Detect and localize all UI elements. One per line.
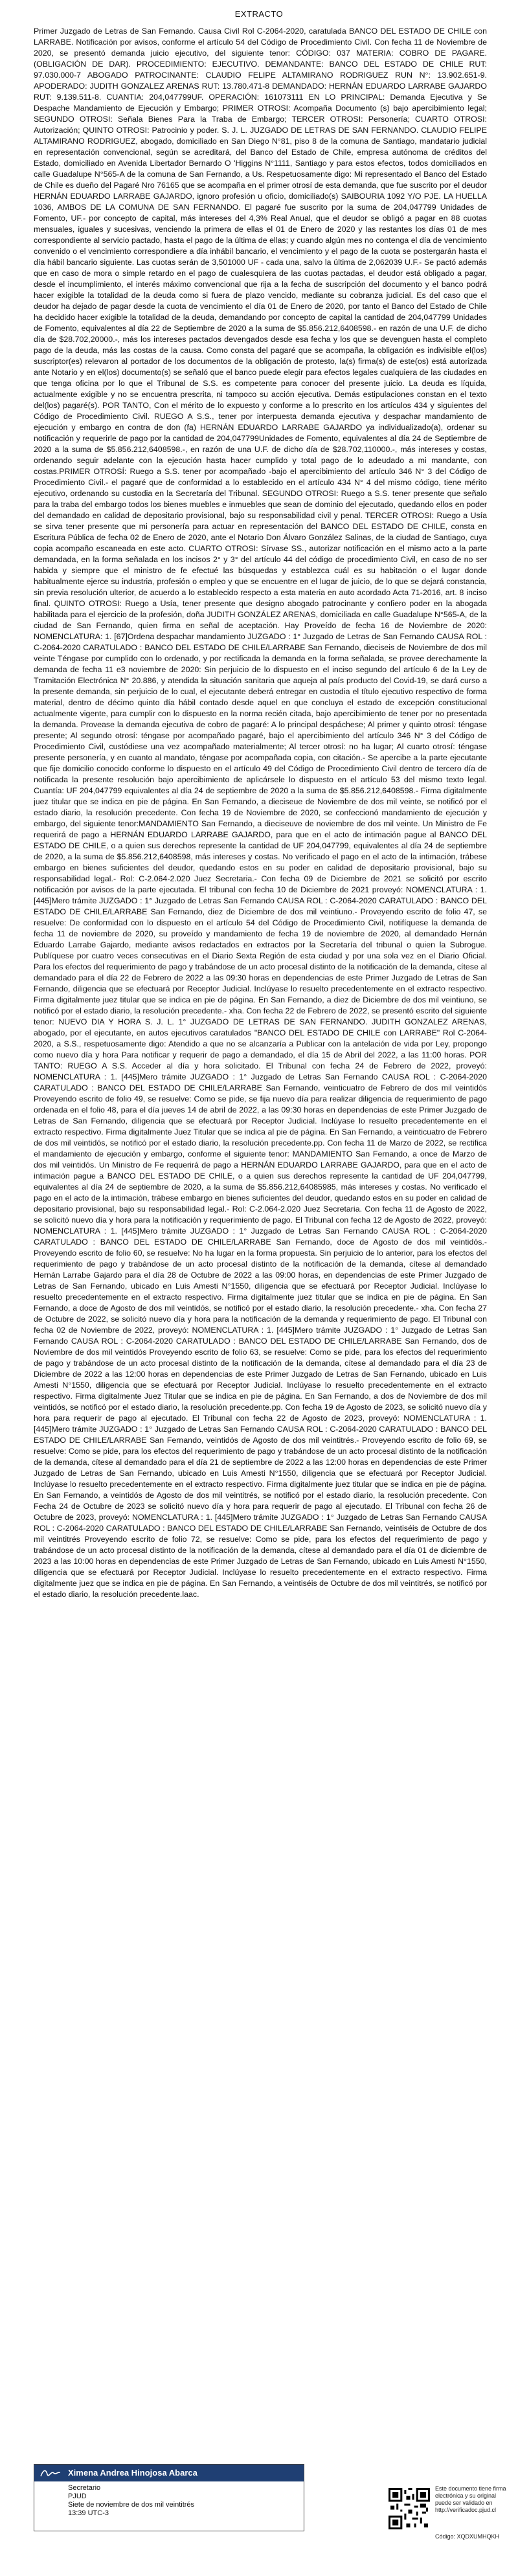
document-title: EXTRACTO: [234, 9, 284, 19]
signer-name: Ximena Andrea Hinojosa Abarca: [68, 2468, 197, 2478]
document-body: [34, 26, 487, 2448]
extract-paragraph: Primer Juzgado de Letras de San Fernando. Causa Civil Rol C-2064-2020, caratulada BANCO DEL ESTADO DE CHILE con LARRABE. Notificación por avisos, conforme el artículo 54 del Código de Procedimiento Civil. Con fecha 11 de Noviembre de 2020, se presentó demanda juicio ejecutivo, del siguiente tenor: CÓDIGO: 037 MATERIA: COBRO DE PAGARE. (OBLIGACIÓN DE DAR). PROCEDIMIENTO: EJECUTIVO. DEMANDANTE: BANCO DEL ESTADO DE CHILE RUT: 97.030.000-7 ABOGADO PATROCINANTE: CLAUDIO FELIPE ALTAMIRANO RODRIGUEZ RUN N°: 13.902.651-9. APODERADO: JUDITH GONZALEZ ARENAS RUT: 13.780.471-8 DEMANDADO: HERNÁN EDUARDO LARRABE GAJARDO RUT: 9.139.511-8. CUANTIA: 204,047799UF. OPERACIÓN: 161073111 EN LO PRINCIPAL: Demanda Ejecutiva y Se Despache Mandamiento de Ejecución y Embargo; PRIMER OTROSI: Acompaña Documento (s) bajo apercibimiento legal; SEGUNDO OTROSI: Señala Bienes Para la Traba de Embargo; TERCER OTROSI: Personería; CUARTO OTROSI: Autorización; QUINTO OTROSI: Patrocinio y poder. S. J. L. JUZGADO DE LETRAS DE SAN FERNANDO. CLAUDIO FELIPE ALTAMIRANO RODRIGUEZ, abogado, domiciliado en San Diego N°81, piso 8 de la comuna de Santiago, mandatario judicial en representación convencional, según se acreditará, del Banco del Estado de Chile, empresa autónoma de créditos del Estado, domiciliado en Avenida Libertador Bernardo O 'Higgins N°1111, Santiago y para estos efectos, todos domiciliados en calle Guadalupe N°565-A de la comuna de San Fernando, a Us. Respetuosamente digo: Mi representado el Banco del Estado de Chile es dueño del Pagaré Nro 76165 que se acompaña en el primer otrosí de esta demanda, que fue suscrito por el deudor HERNÁN EDUARDO LARRABE GAJARDO, ignoro profesión u oficio, domiciliado(s) SAIBOURIA 1092 Y/O PJE. LA HUELLA 1036, AMBOS DE LA COMUNA DE SAN FERNANDO. El pagaré fue suscrito por la suma de 204,047799 Unidades de Fomento, UF.- por concepto de capital, más intereses del 4,3% Real Anual, que el deudor se obligó a pagar en 88 cuotas mensuales, iguales y sucesivas, venciendo la primera de ellas el 01 de Enero de 2020 y las restantes los días 01 de mes correspondiente al servicio pactado, hasta el pago de la última de ellas; y cuando algún mes no contenga el día de vencimiento convenido o el vencimiento correspondiere a día inhábil bancario, el vencimiento y el pago de la cuota se postergarán hasta el día hábil bancario siguiente. Las cuotas serán de 3,501000 UF - cada una, salvo la última de 2,062039 U.F.- Se pactó además que en caso de mora o simple retardo en el pago de cualesquiera de las cuotas pactadas, el deudor está obligado a pagar, desde el incumplimiento, el interés máximo convencional que rija a la fecha de suscripción del documento y el banco podrá hacer exigible la totalidad de la deuda como si fuera de plazo vencido, mediante su cobranza judicial. Es del caso que el deudor ha dejado de pagar desde la cuota de vencimiento el día 01 de Enero de 2020, por tanto el Banco del Estado de Chile ha decidido hacer exigible la totalidad de la deuda, demandando por concepto de capital la cantidad de 204,047799 Unidades de Fomento, equivalentes al día 22 de Septiembre de 2020 a la suma de $5.856.212,6408598.- en razón de una U.F. de dicho día de $28.702,20000.-, más los intereses pactados devengados desde esa fecha y los que se devenguen hasta el completo pago de la deuda, más las costas de la causa. Como consta del pagaré que se acompaña, la obligación es indivisible el(los) suscriptor(es) relevaron al portador de los documentos de la obligación de protesto, la(s) firma(s) de este(os) está autorizada ante Notario y en el(los) documento(s) se señaló que el banco puede elegir para efectos legales cualquiera de las ciudades en que tenga oficina por lo que el Tribunal de S.S. es competente para conocer del presente juicio. La deuda es líquida, actualmente exigible y no se encuentra prescrita, ni tampoco su acción ejecutiva. Demás estipulaciones constan en el texto del(los) pagaré(s). POR TANTO, Con el mérito de lo expuesto y conforme a lo prescrito en los artículos 434 y siguientes del Código de Procedimiento Civil. RUEGO A S.S., tener por interpuesta demanda ejecutiva y despachar mandamiento de ejecución y embargo en contra de don (fa) HERNÁN EDUARDO LARRABE GAJARDO ya individualizado(a), ordenar su notificación y requerirle de pago por la cantidad de 204,047799Unidades de Fomento, equivalentes al día 24 de Septiembre de 2020 a la suma de $5.856.212,6408598.-, en razón de una U.F. de dicho día de $28.702,110000.-, más intereses y costas, ordenando seguir adelante con la ejecución hasta hacer cumplido y total pago de lo adeudado a mi mandante, con costas.PRIMER OTROSÍ: Ruego a S.S. tener por acompañado -bajo el apercibimiento del artículo 346 N° 3 del Código de Procedimiento Civil.- el pagaré que de conformidad a lo establecido en el artículo 434 N° 4 del mismo código, tiene mérito ejecutivo, ordenando su custodia en la Secretaría del Tribunal. SEGUNDO OTROSI: Ruego a S.S. tener presente que señalo para la traba del embargo todos los bienes muebles e inmuebles que sean de dominio del ejecutado, quedando ellos en poder del demandado en calidad de depositario provisional, bajo su responsabilidad civil y penal. TERCER OTROSI: Ruego a Usía se sirva tener presente que mi personería para actuar en representación del BANCO DEL ESTADO DE CHILE, consta en Escritura Pública de fecha 02 de Enero de 2020, ante el Notario Don Álvaro González Salinas, de la ciudad de Santiago, cuya copia acompaño escaneada en este acto. CUARTO OTROSI: Sírvase SS., autorizar notificación en el mismo acto a la parte demandada, en la forma señalada en los incisos 2° y 3° del artículo 44 del código de procedimiento Civil, en caso de no ser habida y siempre que el ministro de fe efectué las búsquedas y establezca cuál es su habitación o el lugar donde habitualmente ejerce su industria, profesión o empleo y que se encuentre en el lugar de juicio, de lo que se dejará constancia, sin previa resolución ulterior, de acuerdo a lo establecido respecto a esta materia en auto acordado Acta 71-2016, art. 8 inciso final. QUINTO OTROSI: Ruego a Usía, tener presente que designo abogado patrocinante y confiero poder en la abogada habilitada para el ejercicio de la profesión, doña JUDITH GONZÁLEZ ARENAS, domiciliada en calle Guadalupe N°565-A, de la ciudad de San Fernando, quien firma en señal de aceptación. Hay Proveído de fecha 16 de Noviembre de 2020: NOMENCLATURA: 1. [67]Ordena despachar mandamiento JUZGADO : 1° Juzgado de Letras de San Fernando CAUSA ROL : C-2064-2020 CARATULADO : BANCO DEL ESTADO DE CHILE/LARRABE San Fernando, dieciseis de Noviembre de dos mil veinte Téngase por cumplido con lo ordenado, y por rectificada la demanda en la forma señalada, se provee derechamente la demanda de fecha 11 e3 noviembre de 2020: Sin perjuicio de lo dispuesto en el inciso segundo del artículo 6 de la Ley de Tramitación Electrónica N° 20.886, y atendida la situación sanitaria que aqueja al país producto del Covid-19, se dará curso a la presente demanda, sin perjuicio de lo cual, el ejecutante deberá entregar en custodia el título ejecutivo respectivo de forma material, dentro de décimo quinto día hábil contado desde aquel en que concluya el estado de excepción constitucional actualmente vigente, para cumplir con lo dispuesto en la norma recién citada, bajo apercibimiento de tener por no presentada la demanda. Provease la demanda ejecutiva de cobro de pagaré: A lo principal despáchese; Al primer y quinto otrosí: téngase presente; Al segundo otrosí: téngase por acompañado pagaré, bajo el apercibimiento del artículo 346 N° 3 del Código de Procedimiento Civil, custódiese una vez acompañado materialmente; Al tercer otrosí: no ha lugar; Al cuarto otrosí: téngase presente personería, y en cuanto al mandato, téngase por acompañada copia, con citación.- Se apercibe a la parte ejecutante que fije domicilio conocido conforme lo dispuesto en el artículo 49 del Código de Procedimiento Civil dentro de tercero día de notificada la presente resolución bajo apercibimiento de aplicársele lo dispuesto en el artículo 53 del mismo texto legal. Cuantía: UF 204,047799 equivalentes al día 24 de septiembre de 2020 a la suma de $5.856.212,6408598.- Firma digitalmente juez titular que se indica en pie de página. En San Fernando, a dieciseue de Noviembre de dos mil veinte, se notificó por el estado diario, la resolución precedente. Con fecha 19 de Noviembre de 2020, se confeccionó mandamiento de ejecución y embargo, del siguiente tenor:MANDAMIENTO San Fernando, a dieciseuve de noviembre de dos mil veinte. Un Ministro de Fe requerirá de pago a HERNÁN EDUARDO LARRABE GAJARDO, para que en el acto de intimación pague al BANCO DEL ESTADO DE CHILE, o a quien sus derechos represente la cantidad de UF 204,047799, equivalentes al día 24 de septiembre de 2020, a la suma de $5.856.212,6408598, más intereses y costas. No verificado el pago en el acto de la intimación, trábese embargo en bienes suficientes del deudor, quedando estos en su poder en calidad de depositario provisional, bajo su responsabilidad legal.- Rol: C-2.064-2.020 Juez Secretaria.- Con fecha 09 de Diciembre de 2021 se solicitó por escrito notificación por avisos de la parte ejecutada. El tribunal con fecha 10 de Diciembre de 2021 proveyó: NOMENCLATURA : 1. [445]Mero trámite JUZGADO : 1° Juzgado de Letras San Fernando CAUSA ROL : C-2064-2020 CARATULADO : BANCO DEL ESTADO DE CHILE/LARRABE San Fernando, diez de Diciembre de dos mil veintiuno.- Proveyendo escrito de folio 47, se resuelve: De conformidad con lo dispuesto en el artículo 54 del Código de Procedimiento Civil, notifíquese la demanda de fecha 11 de noviembre de 2020, su proveído y mandamiento de fecha 19 de noviembre de 2020, al demandado Hernán Eduardo Larrabe Gajardo, mediante avisos redactados en extractos por la Secretaría del tribunal o quien la Subrogue. Publíquese por cuatro veces consecutivas en el Diario Sexta Región de esta ciudad y por una sola vez en el Diario Oficial. Para los efectos del requerimiento de pago y trabándose de un acto procesal distinto de la notificación de la demanda, cítese al demandado para el día 22 de Febrero de 2022 a las 09:30 horas en dependencias de este Primer Juzgado de Letras de San Fernando, diligencia que se efectuará por Receptor Judicial. Inclúyase lo resuelto precedentemente en el extracto respectivo. Firma digitalmente juez titular que se indica en pie de página. En San Fernando, a diez de Diciembre de dos mil veintiuno, se notificó por el estado diario, la resolución precedente.- xha. Con fecha 22 de Febrero de 2022, se presentó escrito del siguiente tenor: NUEVO DIA Y HORA S. J. L. 1° JUZGADO DE LETRAS DE SAN FERNANDO. JUDITH GONZALEZ ARENAS, abogado, por el ejecutante, en autos ejecutivos caratulados "BANCO DEL ESTADO DE CHILE con LARRABE" Rol C-2064-2020, a S.S., respetuosamente digo: Atendido a que no se alcanzaría a Publicar con la antelación de vida por Ley, propongo como nuevo día y hora Para notificar y requerir de pago a demandado, el día 15 de Abril del 2022, a las 11:00 horas. POR TANTO: RUEGO A S.S. Acceder al día y hora solicitado. El Tribunal con fecha 24 de Febrero de 2022, proveyó: NOMENCLATURA : 1. [445]Mero trámite JUZGADO : 1° Juzgado de Letras San Fernando CAUSA ROL : C-2064-2020 CARATULADO : BANCO DEL ESTADO DE CHILE/LARRABE San Fernando, veinticuatro de Febrero de dos mil veintidós Proveyendo escrito de folio 49, se resuelve: Como se pide, se fija nuevo día para realizar diligencia de requerimiento de pago ordenada en el folio 48, para el día jueves 14 de abril de 2022, a las 09:30 horas en dependencias de este Primer Juzgado de Letras de San Fernando, diligencia que se efectuará por Receptor Judicial. Inclúyase lo resuelto precedentemente en el extracto respectivo. Firma digitalmente Juez Titular que se indica al pie de página. En San Fernando, a veinticuatro de Febrero de dos mil veintidós, se notificó por el estado diario, la resolución precedente.pp. Con fecha 11 de Marzo de 2022, se rectifica el mandamiento de ejecución y embargo, conforme el siguiente tenor: MANDAMIENTO San Fernando, a once de Marzo de dos mil veintidós. Un Ministro de Fe requerirá de pago a HERNÁN EDUARDO LARRABE GAJARDO, para que en el acto de intimación pague a BANCO DEL ESTADO DE CHILE, o a quien sus derechos represente la cantidad de UF 204,047799, equivalentes al día 24 de septiembre de 2020, a la suma de $5.856.212,64085985, más intereses y costas. No verificado el pago en el acto de la intimación, trábese embargo en bienes suficientes del deudor, quedando estos en su poder en calidad de depositario provisional, bajo su responsabilidad legal.- Rol: C-2.064-2.020 Juez Secretaria. Con fecha 11 de Agosto de 2022, se solicitó nuevo día y hora para la notificación y requerimiento de pago. El Tribunal con fecha 12 de Agosto de 2022, proveyó: NOMENCLATURA : 1. [445]Mero trámite JUZGADO : 1° Juzgado de Letras San Fernando CAUSA ROL : C-2064-2020 CARATULADO : BANCO DEL ESTADO DE CHILE/LARRABE San Fernando, doce de Agosto de dos mil veintidós.- Proveyendo escrito de folio 60, se resuelve: No ha lugar en la forma propuesta. Sin perjuicio de lo anterior, para los efectos del requerimiento de pago y trabándose de un acto procesal distinto de la notificación de la demanda, cítese al demandado Hernán Larrabe Gajardo para el día 28 de Octubre de 2022 a las 09:00 horas, en dependencias de este Primer Juzgado de Letras de San Fernando, ubicado en Luis Amesti N°1550, diligencia que se efectuará por Receptor Judicial. Inclúyase lo resuelto precedentemente en el extracto respectivo. Firma digitalmente juez titular que se indica en pie de página. En San Fernando, a doce de Agosto de dos mil veintidós, se notificó por el estado diario, la resolución precedente.- xha. Con fecha 27 de Octubre de 2022, se solicitó nuevo día y hora para la notificación de la demanda y requerimiento de pago. El Tribunal con fecha 02 de Noviembre de 2022, proveyó: NOMENCLATURA : 1. [445]Mero trámite JUZGADO : 1° Juzgado de Letras San Fernando CAUSA ROL : C-2064-2020 CARATULADO : BANCO DEL ESTADO DE CHILE/LARRABE San Fernando, dos de Noviembre de dos mil veintidós Proveyendo escrito de folio 63, se resuelve: Como se pide, para los efectos del requerimiento de pago y trabándose de un acto procesal distinto de la notificación de la demanda, cítese al demandado para el día 23 de Diciembre de 2022 a las 12:00 horas en dependencias de este Primer Juzgado de Letras de San Fernando, ubicado en Luis Amesti N°1550, diligencia que se efectuará por Receptor Judicial. Inclúyase lo resuelto precedentemente en el extracto respectivo. Firma digitalmente Juez Titular que se indica en pie de página. En San Fernando, a dos de Noviembre de dos mil veintidós, se notificó por el estado diario, la resolución precedente.pp. Con fecha 19 de Agosto de 2023, se solicitó nuevo día y hora para requerir de pago al ejecutado. El Tribunal con fecha 22 de Agosto de 2023, proveyó: NOMENCLATURA : 1. [445]Mero trámite JUZGADO : 1° Juzgado de Letras San Fernando CAUSA ROL : C-2064-2020 CARATULADO : BANCO DEL ESTADO DE CHILE/LARRABE San Fernando, veintidós de Agosto de dos mil veintitrés.- Proveyendo escrito de folio 69, se resuelve: Como se pide, para los efectos del requerimiento de pago y trabándose de un acto procesal distinto de la notificación de la demanda, cítese al demandado para el día 21 de septiembre de 2022 a las 12:00 horas en dependencias de este Primer Juzgado de Letras de San Fernando, ubicado en Luis Amesti N°1550, diligencia que se efectuará por Receptor Judicial. Inclúyase lo resuelto precedentemente en el extracto respectivo. Firma digitalmente juez titular que se indica en pie de página. En San Fernando, a veintidós de Agosto de dos mil veintitrés, se notificó por el estado diario, la resolución precedente. Con Fecha 24 de Octubre de 2023 se solicitó nuevo día y hora para requerir de pago al ejecutado. El Tribunal con fecha 26 de Octubre de 2023, proveyó: NOMENCLATURA : 1. [445]Mero trámite JUZGADO : 1° Juzgado de Letras San Fernando CAUSA ROL : C-2064-2020 CARATULADO : BANCO DEL ESTADO DE CHILE/LARRABE San Fernando, veintiséis de Octubre de dos mil veintitrés Proveyendo escrito de folio 72, se resuelve: Como se pide, para los efectos del requerimiento de pago y trabándose de un acto procesal distinto de la notificación de la demanda, cítese al demandado para el día 01 de diciembre de 2023 a las 10:00 horas en dependencias de este Primer Juzgado de Letras de San Fernando, ubicado en Luis Amesti N°1550, diligencia que se efectuará por Receptor Judicial. Inclúyase lo resuelto precedentemente en el extracto respectivo. Firma digitalmente juez que se indica en pie de página. En San Fernando, a veintiséis de Octubre de dos mil veintitrés, se notificó por el estado diario, la resolución precedente.laac.: [34, 27, 487, 1599]
signer-org: PJUD: [68, 2492, 87, 2500]
signature-time: 13:39 UTC-3: [68, 2509, 109, 2517]
signature-icon: [39, 2467, 62, 2480]
electronic-signature-box: [34, 2464, 304, 2531]
signer-role: Secretario: [68, 2484, 101, 2492]
verification-code: Código: XQDXUMHQKH: [435, 2533, 500, 2540]
signature-date: Siete de noviembre de dos mil veintitrés: [68, 2501, 195, 2509]
verification-text: Este documento tiene firma electrónica y su original puede ser validado en http://verificadoc.pjud.cl: [435, 2485, 506, 2513]
qr-code-icon: [388, 2488, 430, 2529]
signature-header: [34, 2465, 304, 2481]
